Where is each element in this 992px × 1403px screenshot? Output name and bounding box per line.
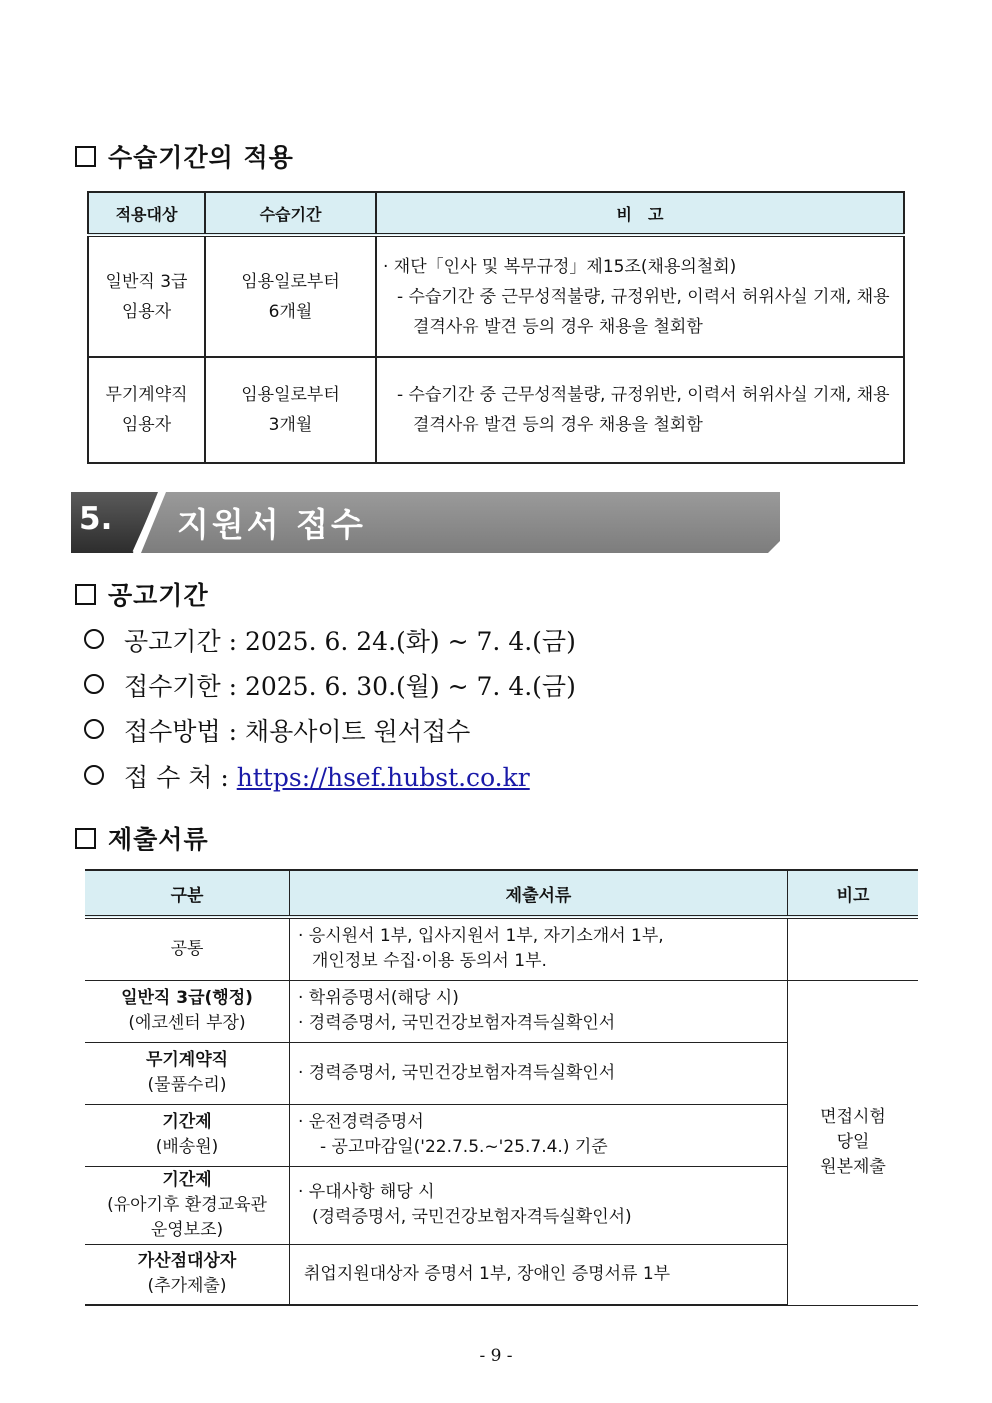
item-label: 접수기한: [124, 672, 221, 701]
apprenticeship-table: [87, 191, 905, 464]
target-cell: [88, 357, 205, 463]
circle-bullet-icon: [84, 629, 104, 649]
col-header-documents: 제출서류: [290, 870, 788, 917]
remark-text: 원본제출: [820, 1157, 886, 1177]
category-cell: [85, 1042, 290, 1104]
category-text: 기간제: [162, 1112, 212, 1132]
section-banner: [71, 492, 780, 553]
item-separator: :: [220, 763, 229, 792]
documents-cell: [290, 1104, 788, 1166]
category-subtext: (배송원): [155, 1137, 219, 1157]
table-row: [88, 235, 904, 357]
document-line: (경력증명서, 국민건강보험자격득실확인서): [312, 1207, 632, 1227]
note-cell: [376, 357, 904, 463]
document-line: · 운전경력증명서: [298, 1112, 424, 1132]
page-number: - 9 -: [479, 1346, 513, 1366]
period-cell: [205, 357, 376, 463]
remark-cell: [788, 980, 919, 1305]
documents-cell: [290, 1166, 788, 1244]
documents-cell: [290, 1244, 788, 1305]
target-cell: [88, 235, 205, 357]
table-row: [88, 357, 904, 463]
item-value: 채용사이트 원서접수: [244, 717, 471, 746]
documents-heading: [75, 820, 209, 856]
category-cell: [85, 1166, 290, 1244]
period-cell: [205, 235, 376, 357]
item-separator: :: [228, 672, 237, 701]
list-item: [84, 758, 530, 794]
document-line: · 우대사항 해당 시: [298, 1182, 435, 1202]
list-item: [84, 712, 470, 748]
circle-bullet-icon: [84, 765, 104, 785]
item-label: 접수방법: [124, 717, 221, 746]
category-text: 기간제: [162, 1169, 212, 1190]
remark-text: 면접시험: [820, 1107, 886, 1127]
document-line: 취업지원대상자 증명서 1부, 장애인 증명서류 1부: [304, 1263, 671, 1284]
documents-cell: [290, 1042, 788, 1104]
period-text: 임용일로부터: [241, 271, 340, 292]
checkbox-square-icon: [75, 146, 96, 167]
notice-heading: [75, 576, 209, 612]
col-header-note: 비 고: [376, 192, 904, 235]
document-line: · 응시원서 1부, 입사지원서 1부, 자기소개서 1부,: [298, 926, 664, 947]
note-text: - 수습기간 중 근무성적불량, 규정위반, 이력서 허위사실 기재, 채용결격사유 발견 등의 경우 채용을 철회함: [397, 385, 890, 435]
item-label: 접 수 처: [124, 763, 213, 792]
apprenticeship-heading-text: 수습기간의 적용: [108, 143, 294, 172]
target-text: 일반직 3급: [105, 271, 188, 292]
documents-table: [85, 869, 918, 1306]
remark-cell-empty: [788, 917, 919, 980]
item-separator: :: [228, 717, 237, 746]
document-line: · 경력증명서, 국민건강보험자격득실확인서: [298, 1062, 616, 1083]
category-text: 공통: [170, 938, 204, 959]
document-line: - 공고마감일('22.7.5.~'25.7.4.) 기준: [320, 1137, 608, 1157]
item-separator: :: [228, 627, 237, 656]
category-subtext: (에코센터 부장): [128, 1013, 246, 1033]
note-text: · 재단「인사 및 복무규정」제15조(채용의철회): [383, 256, 737, 277]
target-text: 임용자: [121, 301, 172, 322]
table-row: [85, 980, 918, 1042]
category-cell: [85, 1104, 290, 1166]
note-text: - 수습기간 중 근무성적불량, 규정위반, 이력서 허위사실 기재, 채용결격사유 발견 등의 경우 채용을 철회함: [397, 286, 890, 337]
target-text: 임용자: [121, 415, 172, 435]
period-text: 3개월: [268, 415, 313, 435]
section-title: 지원서 접수: [177, 505, 366, 544]
category-subtext: 운영보조): [150, 1219, 224, 1240]
documents-cell: [290, 980, 788, 1042]
checkbox-square-icon: [75, 584, 96, 605]
checkbox-square-icon: [75, 828, 96, 849]
col-header-remark: 비고: [788, 870, 919, 917]
table-row: [85, 917, 918, 980]
period-text: 임용일로부터: [241, 385, 340, 405]
item-label: 공고기간: [124, 627, 221, 656]
document-line: · 경력증명서, 국민건강보험자격득실확인서: [298, 1013, 616, 1033]
category-text: 무기계약직: [145, 1050, 229, 1070]
documents-heading-text: 제출서류: [108, 825, 209, 854]
documents-cell: [290, 917, 788, 980]
col-header-category: 구분: [85, 870, 290, 917]
category-cell: [85, 917, 290, 980]
apprenticeship-heading: [75, 138, 294, 174]
notice-heading-text: 공고기간: [108, 581, 209, 610]
circle-bullet-icon: [84, 719, 104, 739]
category-subtext: (추가제출): [147, 1276, 227, 1297]
col-header-period: 수습기간: [205, 192, 376, 235]
category-cell: [85, 980, 290, 1042]
list-item: [84, 622, 576, 658]
note-cell: [376, 235, 904, 357]
item-value: 2025. 6. 30.(월) ~ 7. 4.(금): [244, 672, 576, 701]
period-text: 6개월: [268, 301, 313, 322]
item-value: 2025. 6. 24.(화) ~ 7. 4.(금): [244, 627, 576, 656]
section-number: 5.: [79, 501, 113, 537]
category-cell: [85, 1244, 290, 1305]
col-header-target: 적용대상: [88, 192, 205, 235]
application-site-link[interactable]: https://hsef.hubst.co.kr: [236, 763, 530, 792]
document-line: · 학위증명서(해당 시): [298, 988, 459, 1008]
category-subtext: (유아기후 환경교육관: [107, 1194, 267, 1215]
list-item: [84, 667, 576, 703]
category-text: 일반직 3급(행정): [121, 988, 253, 1008]
target-text: 무기계약직: [105, 385, 188, 405]
circle-bullet-icon: [84, 674, 104, 694]
document-line: 개인정보 수집·이용 동의서 1부.: [312, 951, 547, 972]
category-subtext: (물품수리): [147, 1075, 227, 1095]
category-text: 가산점대상자: [137, 1251, 237, 1272]
remark-text: 당일: [836, 1132, 870, 1152]
